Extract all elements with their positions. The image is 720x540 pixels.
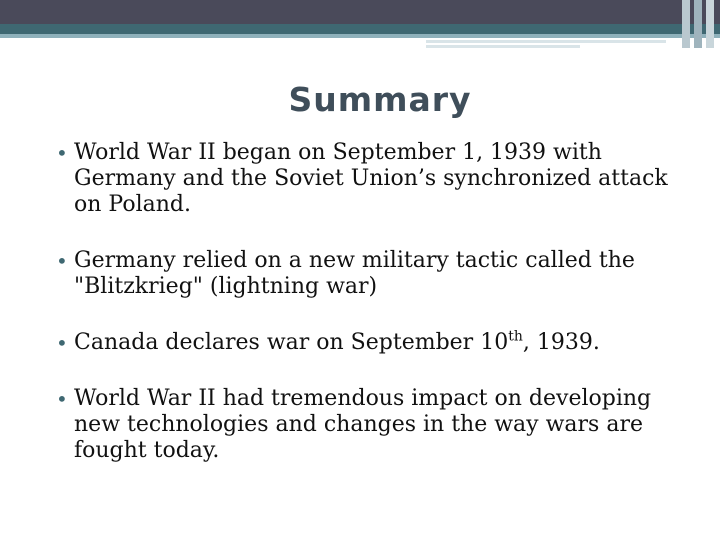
decorative-line xyxy=(426,45,580,48)
bullet-text-after: , 1939. xyxy=(522,330,600,355)
bullet-superscript: th xyxy=(508,328,523,345)
corner-tab xyxy=(694,0,702,48)
bullet-icon: • xyxy=(56,249,68,273)
bullet-text: World War II began on September 1, 1939 with Germany and the Soviet Union’s synchronized attack on Poland. xyxy=(74,140,668,217)
corner-tab xyxy=(682,0,690,48)
list-item xyxy=(50,330,690,356)
slide-title-container xyxy=(0,80,720,119)
corner-decoration xyxy=(680,0,720,48)
bullet-icon: • xyxy=(56,141,68,165)
bullet-icon: • xyxy=(56,387,68,411)
bullet-text: Germany relied on a new military tactic called the "Blitzkrieg" (lightning war) xyxy=(74,248,635,299)
bullet-text: World War II had tremendous impact on developing new technologies and changes in the way wars are fought today. xyxy=(74,386,652,463)
header-accent-strip xyxy=(0,24,720,34)
header-light-strip xyxy=(0,34,720,38)
header-bar xyxy=(0,0,720,24)
bullet-icon: • xyxy=(56,331,68,355)
bullet-text-before: Canada declares war on September 10 xyxy=(74,330,509,355)
decorative-line xyxy=(426,40,666,43)
list-item xyxy=(50,248,690,300)
slide-title: Summary xyxy=(288,80,472,119)
bullet-list xyxy=(50,140,690,494)
corner-tab xyxy=(706,0,714,48)
list-item xyxy=(50,386,690,464)
list-item xyxy=(50,140,690,218)
